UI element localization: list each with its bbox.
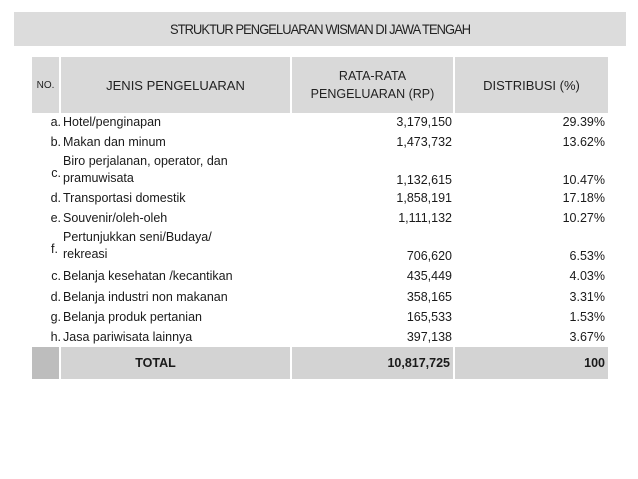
row-name: Belanja industri non makanan [63,290,228,304]
total-percent: 100 [455,347,608,379]
header-rata-rata [292,57,453,113]
title-bar [14,12,626,46]
table-row [32,328,608,348]
row-number: g. [50,310,61,324]
row-name-line1: Biro perjalanan, operator, dan [63,154,228,168]
row-name-line2: pramuwisata [63,171,134,185]
row-percent: 29.39% [562,115,605,129]
row-percent: 6.53% [569,249,605,263]
row-name: Belanja kesehatan /kecantikan [63,269,233,283]
row-percent: 3.67% [569,330,605,344]
row-percent: 10.47% [562,173,605,187]
row-name-line2: rekreasi [63,247,108,261]
row-name [63,153,293,187]
table-row [32,113,608,133]
table-row [32,288,608,308]
row-name [63,229,293,263]
header-no: NO. [32,57,59,113]
row-name-line1: Pertunjukkan seni/Budaya/ [63,230,212,244]
total-label: TOTAL [61,347,290,379]
row-value: 435,449 [406,269,452,283]
table-row [32,189,608,209]
row-percent: 17.18% [562,191,605,205]
row-percent: 10.27% [562,211,605,225]
row-number: b. [50,135,61,149]
row-value: 397,138 [406,330,452,344]
row-percent: 3.31% [569,290,605,304]
table-row [32,308,608,328]
total-value: 10,817,725 [292,347,453,379]
table-row [32,267,608,287]
row-value: 1,858,191 [396,191,452,205]
row-value: 1,111,132 [398,211,452,225]
row-value: 3,179,150 [396,115,452,129]
table-header [32,57,608,113]
row-value: 165,533 [406,310,452,324]
row-number: f. [51,242,58,256]
row-name: Hotel/penginapan [63,115,161,129]
row-value: 1,132,615 [396,173,452,187]
row-value: 1,473,732 [396,135,452,149]
row-number: a. [50,115,61,129]
row-value: 358,165 [406,290,452,304]
row-name: Souvenir/oleh-oleh [63,211,168,225]
row-number: h. [50,330,61,344]
row-name: Transportasi domestik [63,191,186,205]
table-row [32,153,608,189]
row-percent: 13.62% [562,135,605,149]
row-percent: 1.53% [569,310,605,324]
row-value: 706,620 [406,249,452,263]
table-row [32,133,608,153]
row-number: d. [50,290,61,304]
row-name: Jasa pariwisata lainnya [63,330,193,344]
row-number: e. [50,211,61,225]
row-number: c. [51,269,61,283]
page-title: STRUKTUR PENGELUARAN WISMAN DI JAWA TENGAH [169,21,471,37]
header-rata-line1: RATA-RATA [338,69,407,83]
total-no-cell [32,347,59,379]
header-jenis-pengeluaran: JENIS PENGELUARAN [61,57,290,113]
total-row [32,347,608,379]
table-row [32,229,608,265]
header-distribusi: DISTRIBUSI (%) [455,57,608,113]
row-name: Belanja produk pertanian [63,310,202,324]
table-row [32,209,608,229]
header-rata-line2: PENGELUARAN (RP) [310,87,435,101]
row-number: d. [50,191,61,205]
row-percent: 4.03% [569,269,605,283]
row-name: Makan dan minum [63,135,166,149]
row-number: c. [51,166,61,180]
